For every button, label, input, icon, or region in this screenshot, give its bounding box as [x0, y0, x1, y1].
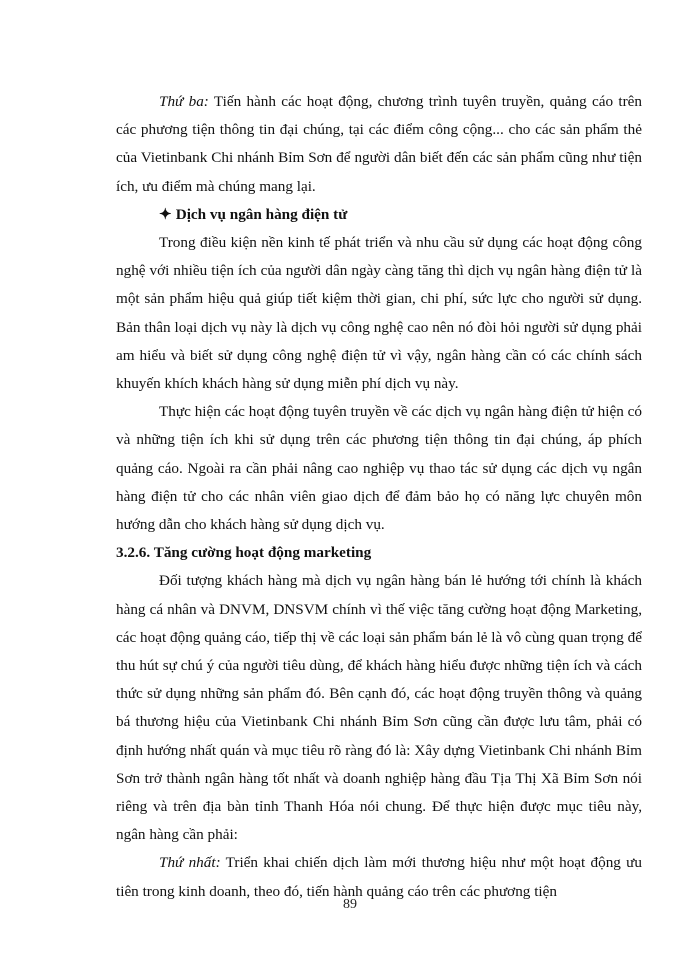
subheading-e-banking: [116, 201, 642, 229]
paragraph-e-banking-conditions: Trong điều kiện nền kinh tế phát triển và nhu cầu sử dụng các hoạt động công nghệ với nhiều tiện ích của người dân ngày càng tăng thì dịch vụ ngân hàng điện tử là một sản phẩm hiệu quả giúp tiết kiệm thời gian, chi phí, sức lực cho người sử dụng. Bản thân loại dịch vụ này là dịch vụ công nghệ cao nên nó đòi hỏi người sử dụng phải am hiểu và biết sử dụng công nghệ điện tử vì vậy, ngân hàng cần có các chính sách khuyến khích khách hàng sử dụng miễn phí dịch vụ này.: [116, 234, 642, 393]
bullet-star-icon: ✦: [159, 205, 172, 223]
page-number: 89: [343, 897, 357, 912]
section-heading-marketing: 3.2.6. Tăng cường hoạt động marketing: [116, 544, 372, 562]
subheading-e-banking-text: Dịch vụ ngân hàng điện tử: [175, 205, 348, 223]
paragraph-e-banking-activities: Thực hiện các hoạt động tuyên truyền về các dịch vụ ngân hàng điện tử hiện có và những tiện ích khi sử dụng trên các phương tiện thông tin đại chúng, áp phích quảng cáo. Ngoài ra cần phải nâng cao nghiệp vụ thao tác sử dụng các dịch vụ ngân hàng điện tử cho các nhân viên giao dịch để đảm bảo họ có năng lực chuyên môn hướng dẫn cho khách hàng sử dụng dịch vụ.: [116, 403, 642, 534]
paragraph-thu-ba: [116, 88, 642, 201]
paragraph-lead-thu-ba: Thứ ba:: [159, 93, 209, 110]
paragraph-text-thu-ba: Tiến hành các hoạt động, chương trình tuyên truyền, quảng cáo trên các phương tiện thông tin đại chúng, tại các điểm công cộng... cho các sản phẩm thẻ của Vietinbank Chi nhánh Bỉm Sơn để người dân biết đến các sản phẩm cũng như tiện ích, ưu điểm mà chúng mang lại.: [116, 93, 642, 195]
document-page: [116, 88, 642, 906]
paragraph-lead-thu-nhat: Thứ nhất:: [159, 854, 221, 872]
paragraph-text-thu-nhat: Triển khai chiến dịch làm mới thương hiệu như một hoạt động ưu tiên trong kinh doanh, theo đó, tiến hành quảng cáo trên các phương tiện: [116, 854, 642, 900]
paragraph-marketing-target: Đối tượng khách hàng mà dịch vụ ngân hàng bán lẻ hướng tới chính là khách hàng cá nhân và DNVM, DNSVM chính vì thế việc tăng cường hoạt động Marketing, các hoạt động quảng cáo, tiếp thị về các loại sản phẩm bán lẻ là vô cùng quan trọng để thu hút sự chú ý của người tiêu dùng, để khách hàng hiểu được những tiện ích và cách thức sử dụng những sản phẩm đó. Bên cạnh đó, các hoạt động truyền thông và quảng bá thương hiệu của Vietinbank Chi nhánh Bỉm Sơn cũng cần được lưu tâm, phải có định hướng nhất quán và mục tiêu rõ ràng đó là: Xây dựng Vietinbank Chi nhánh Bỉm Sơn trở thành ngân hàng tốt nhất và doanh nghiệp hàng đầu Tịa Thị Xã Bỉm Sơn nói riêng và trên địa bàn tỉnh Thanh Hóa nói chung. Để thực hiện được mục tiêu này, ngân hàng cần phải:: [116, 572, 642, 844]
